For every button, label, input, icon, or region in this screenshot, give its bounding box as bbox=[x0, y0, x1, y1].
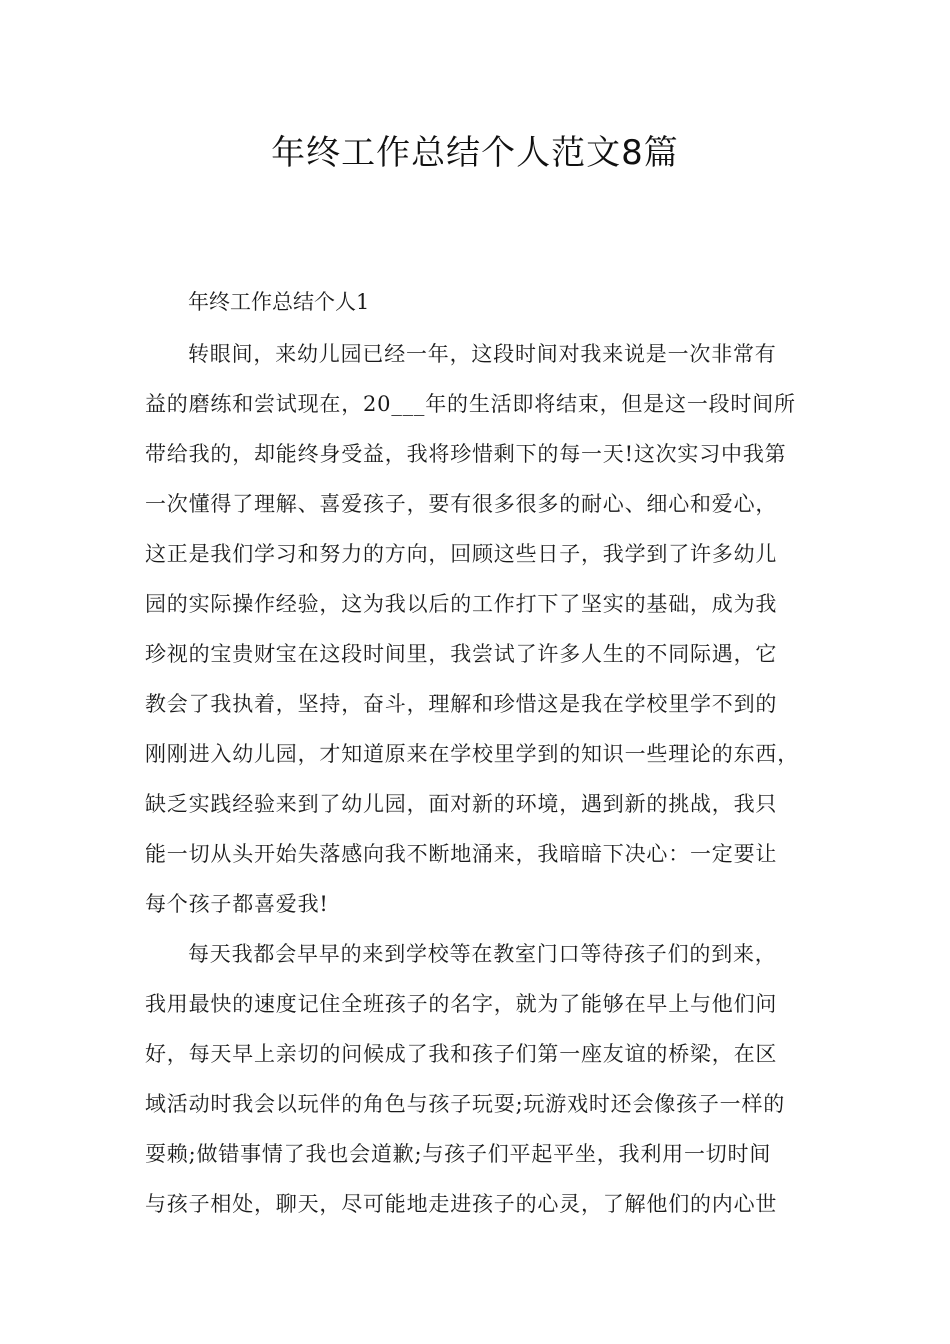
paragraph-line: 能一切从头开始失落感向我不断地涌来，我暗暗下决心：一定要让 bbox=[145, 842, 778, 866]
paragraph-line: 我用最快的速度记住全班孩子的名字，就为了能够在早上与他们问 bbox=[145, 992, 778, 1016]
paragraph-line: 耍赖;做错事情了我也会道歉;与孩子们平起平坐，我利用一切时间 bbox=[145, 1142, 772, 1166]
paragraph-line: 与孩子相处，聊天，尽可能地走进孩子的心灵，了解他们的内心世 bbox=[145, 1192, 778, 1216]
paragraph-line: 教会了我执着，坚持，奋斗，理解和珍惜这是我在学校里学不到的 bbox=[145, 692, 778, 716]
paragraph-line: 缺乏实践经验来到了幼儿园，面对新的环境，遇到新的挑战，我只 bbox=[145, 792, 778, 816]
paragraph-line: 这正是我们学习和努力的方向，回顾这些日子，我学到了许多幼儿 bbox=[145, 542, 778, 566]
paragraph-line: 益的磨练和尝试现在，20___年的生活即将结束，但是这一段时间所 bbox=[145, 392, 796, 416]
paragraph-line: 一次懂得了理解、喜爱孩子，要有很多很多的耐心、细心和爱心， bbox=[145, 492, 778, 516]
paragraph-line: 刚刚进入幼儿园，才知道原来在学校里学到的知识一些理论的东西， bbox=[145, 742, 799, 766]
paragraph-line: 每天我都会早早的来到学校等在教室门口等待孩子们的到来， bbox=[188, 942, 777, 966]
paragraph-line: 好，每天早上亲切的问候成了我和孩子们第一座友谊的桥梁，在区 bbox=[145, 1042, 778, 1066]
paragraph-line: 域活动时我会以玩伴的角色与孩子玩耍;玩游戏时还会像孩子一样的 bbox=[145, 1092, 786, 1116]
paragraph-line: 转眼间，来幼儿园已经一年，这段时间对我来说是一次非常有 bbox=[188, 342, 777, 366]
paragraph-line: 每个孩子都喜爱我! bbox=[145, 892, 329, 916]
paragraph-line: 带给我的，却能终身受益，我将珍惜剩下的每一天!这次实习中我第 bbox=[145, 442, 787, 466]
section-heading: 年终工作总结个人1 bbox=[188, 290, 370, 314]
document-title: 年终工作总结个人范文8篇 bbox=[271, 133, 679, 173]
paragraph-line: 园的实际操作经验，这为我以后的工作打下了坚实的基础，成为我 bbox=[145, 592, 778, 616]
paragraph-line: 珍视的宝贵财宝在这段时间里，我尝试了许多人生的不同际遇，它 bbox=[145, 642, 778, 666]
